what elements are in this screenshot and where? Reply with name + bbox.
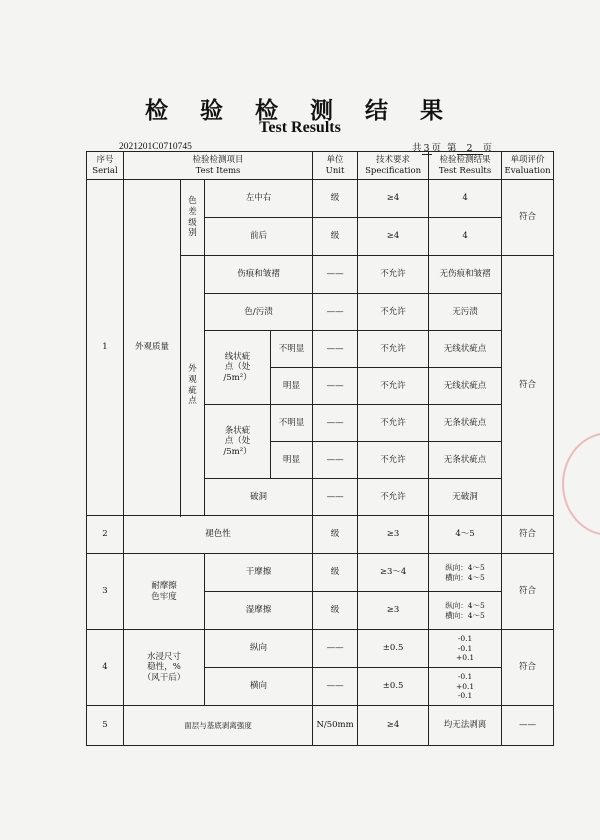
result-no-line-defect: 无线状疵点 xyxy=(429,368,502,405)
result-4: 4 xyxy=(429,218,502,256)
not-obvious: 不明显 xyxy=(271,331,313,368)
spec-not-allowed: 不允许 xyxy=(358,442,429,479)
result-longitudinal: -0.1 -0.1 +0.1 xyxy=(429,630,502,668)
result-dry-rub: 纵向：4～5 横向：4～5 xyxy=(429,554,502,592)
unit-dash: —— xyxy=(313,442,358,479)
spec-pm05: ±0.5 xyxy=(358,668,429,706)
spec-not-allowed: 不允许 xyxy=(358,256,429,294)
spec-ge4: ≥4 xyxy=(358,706,429,746)
eval-pass: 符合 xyxy=(502,630,554,706)
spec-pm05: ±0.5 xyxy=(358,630,429,668)
unit-dash: —— xyxy=(313,331,358,368)
unit-grade: 级 xyxy=(313,180,358,218)
spec-ge3-4: ≥3～4 xyxy=(358,554,429,592)
result-transverse: -0.1 +0.1 -0.1 xyxy=(429,668,502,706)
title-english: Test Results xyxy=(259,119,341,136)
serial-2: 2 xyxy=(87,516,124,554)
fade-resistance: 褪色性 xyxy=(124,516,313,554)
header-results: 检验检测结果 Test Results xyxy=(429,152,502,180)
serial-3: 3 xyxy=(87,554,124,630)
eval-dash: —— xyxy=(502,706,554,746)
spec-ge4: ≥4 xyxy=(358,218,429,256)
spec-not-allowed: 不允许 xyxy=(358,368,429,405)
report-number: 2021201C0710745 xyxy=(119,142,192,152)
unit-dash: —— xyxy=(313,668,358,706)
result-no-line-defect: 无线状疵点 xyxy=(429,331,502,368)
line-defect: 线状疵 点（处 /5m²） xyxy=(205,331,271,405)
results-table xyxy=(86,151,554,746)
page-prefix: 共 xyxy=(412,143,422,154)
rub-fastness: 耐摩擦 色牢度 xyxy=(124,554,205,630)
unit-dash: —— xyxy=(313,630,358,668)
longitudinal: 纵向 xyxy=(205,630,313,668)
unit-n50mm: N/50mm xyxy=(313,706,358,746)
result-no-peel: 均无法剥离 xyxy=(429,706,502,746)
spec-ge3: ≥3 xyxy=(358,516,429,554)
front-back: 前后 xyxy=(205,218,313,256)
result-no-strip-defect: 无条状疵点 xyxy=(429,442,502,479)
water-stability: 水浸尺寸 稳性，% （风干后） xyxy=(124,630,205,706)
spec-ge3: ≥3 xyxy=(358,592,429,630)
unit-dash: —— xyxy=(313,405,358,442)
page-total: 3 xyxy=(423,143,430,154)
result-no-stain: 无污渍 xyxy=(429,294,502,331)
transverse: 横向 xyxy=(205,668,313,706)
page-suffix: 页 xyxy=(482,143,493,154)
title-chinese: 检 验 检 测 结 果 xyxy=(144,97,456,124)
unit-grade: 级 xyxy=(313,554,358,592)
eval-pass: 符合 xyxy=(502,180,554,256)
dry-rub: 干摩擦 xyxy=(205,554,313,592)
header-items: 检验检测项目 Test Items xyxy=(124,152,313,180)
unit-grade: 级 xyxy=(313,516,358,554)
color-diff-grade: 色 差 级 别 xyxy=(181,180,205,256)
peel-strength: 面层与基底剥离强度 xyxy=(124,706,313,746)
appearance-defects: 外 观 疵 点 xyxy=(181,256,205,516)
appearance-quality: 外观质量 xyxy=(124,180,181,516)
unit-grade: 级 xyxy=(313,218,358,256)
eval-pass: 符合 xyxy=(502,516,554,554)
eval-pass: 符合 xyxy=(502,256,554,516)
obvious: 明显 xyxy=(271,442,313,479)
spec-not-allowed: 不允许 xyxy=(358,405,429,442)
header-eval: 单项评价 Evaluation xyxy=(502,152,554,180)
eval-pass: 符合 xyxy=(502,554,554,630)
spec-ge4: ≥4 xyxy=(358,180,429,218)
unit-grade: 级 xyxy=(313,592,358,630)
page-mid: 页 第 xyxy=(431,143,457,154)
result-no-hole: 无破洞 xyxy=(429,479,502,516)
page-current: 2 xyxy=(457,144,483,155)
header-unit: 单位 Unit xyxy=(313,152,358,180)
hole: 破洞 xyxy=(205,479,313,516)
result-wet-rub: 纵向：4～5 横向：4～5 xyxy=(429,592,502,630)
header-serial: 序号 Serial xyxy=(87,152,124,180)
red-seal-stamp xyxy=(562,432,600,536)
header-spec: 技术要求 Specification xyxy=(358,152,429,180)
spec-not-allowed: 不允许 xyxy=(358,479,429,516)
unit-dash: —— xyxy=(313,256,358,294)
not-obvious: 不明显 xyxy=(271,405,313,442)
result-4: 4 xyxy=(429,180,502,218)
result-no-scratch: 无伤痕和皱褶 xyxy=(429,256,502,294)
spec-not-allowed: 不允许 xyxy=(358,294,429,331)
serial-4: 4 xyxy=(87,630,124,706)
serial-1: 1 xyxy=(87,180,124,516)
unit-dash: —— xyxy=(313,294,358,331)
serial-5: 5 xyxy=(87,706,124,746)
obvious: 明显 xyxy=(271,368,313,405)
strip-defect: 条状疵 点（处 /5m²） xyxy=(205,405,271,479)
lr-center: 左中右 xyxy=(205,180,313,218)
color-stain: 色/污渍 xyxy=(205,294,313,331)
unit-dash: —— xyxy=(313,368,358,405)
result-4-5: 4～5 xyxy=(429,516,502,554)
unit-dash: —— xyxy=(313,479,358,516)
result-no-strip-defect: 无条状疵点 xyxy=(429,405,502,442)
wet-rub: 湿摩擦 xyxy=(205,592,313,630)
spec-not-allowed: 不允许 xyxy=(358,331,429,368)
scratch-wrinkle: 伤痕和皱褶 xyxy=(205,256,313,294)
